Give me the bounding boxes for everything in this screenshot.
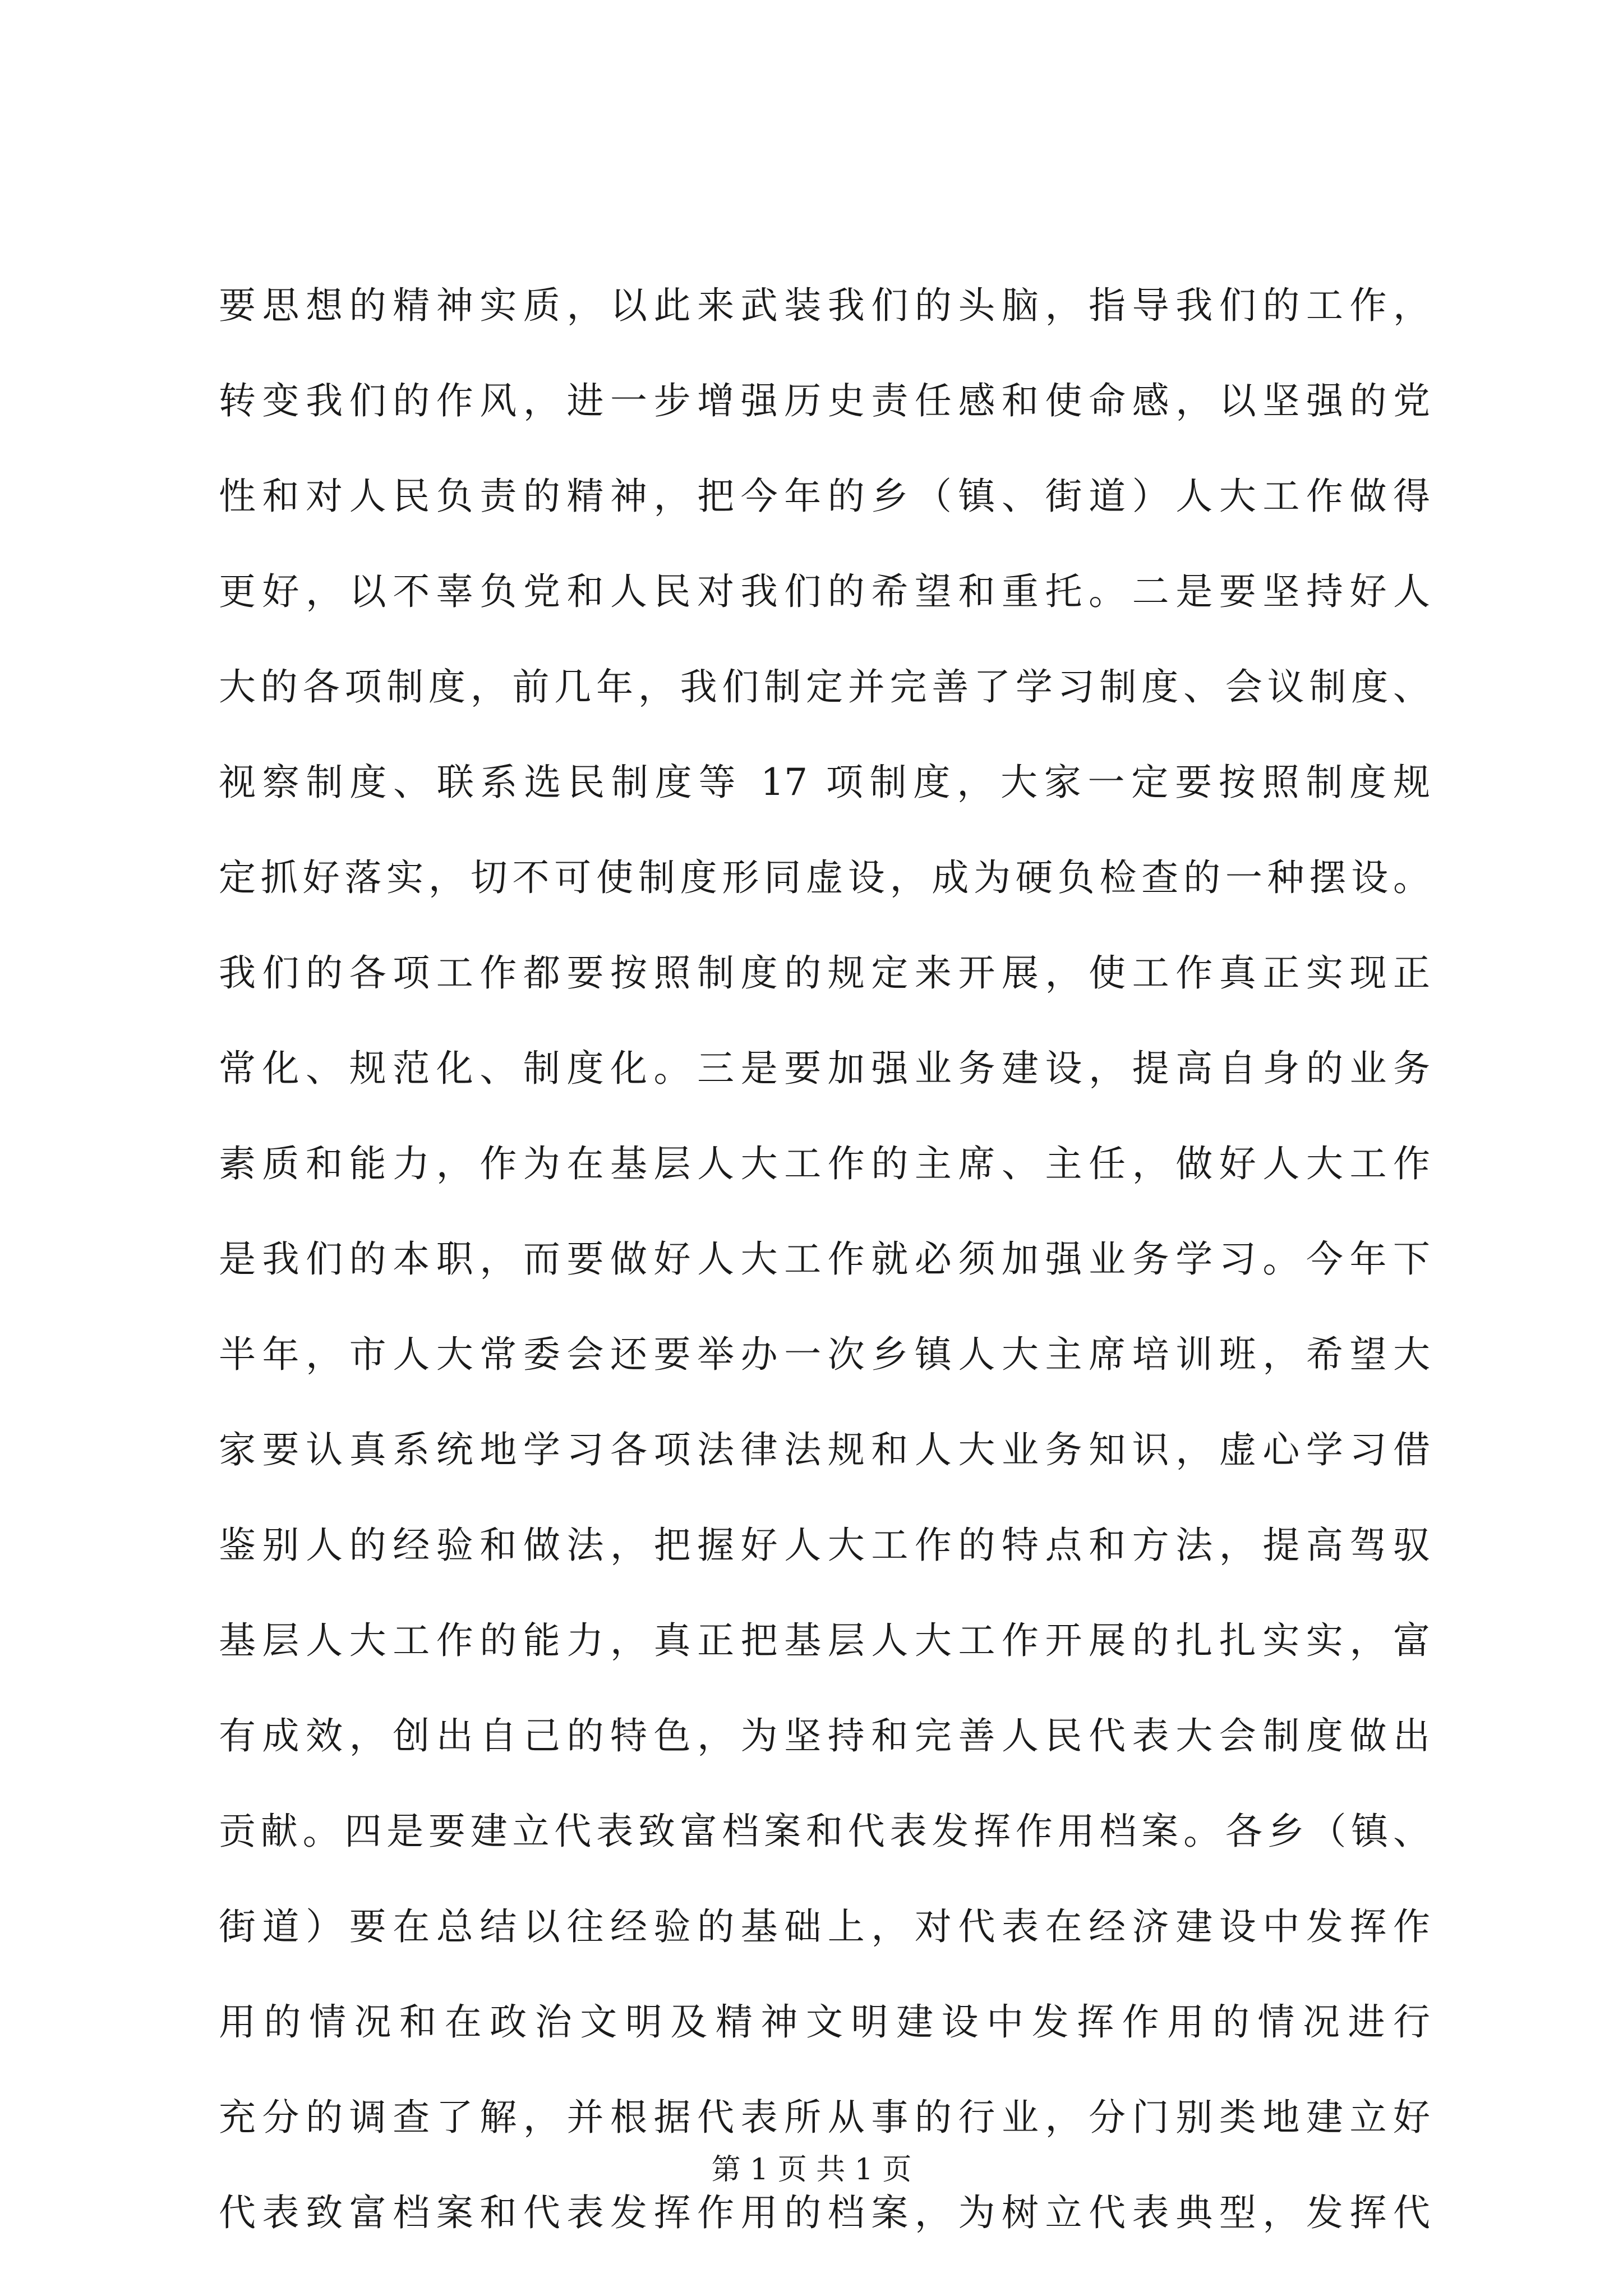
text-line: 更好，以不辜负党和人民对我们的希望和重托。二是要坚持好人 [219, 570, 1430, 613]
text-line: 定抓好落实，切不可使制度形同虚设，成为硬负检查的一种摆设。 [219, 856, 1430, 899]
text-line: 用的情况和在政治文明及精神文明建设中发挥作用的情况进行 [219, 2000, 1430, 2044]
text-line: 街道）要在总结以往经验的基础上，对代表在经济建设中发挥作 [219, 1905, 1430, 1948]
text-line: 视察制度、联系选民制度等 17 项制度，大家一定要按照制度规 [219, 761, 1430, 804]
text-line: 是我们的本职，而要做好人大工作就必须加强业务学习。今年下 [219, 1237, 1430, 1281]
body-text [219, 258, 1430, 2261]
text-line: 充分的调查了解，并根据代表所从事的行业，分门别类地建立好 [219, 2096, 1430, 2139]
text-line: 要思想的精神实质，以此来武装我们的头脑，指导我们的工作， [219, 284, 1430, 327]
text-line: 家要认真系统地学习各项法律法规和人大业务知识，虚心学习借 [219, 1428, 1430, 1471]
text-line: 有成效，创出自己的特色，为坚持和完善人民代表大会制度做出 [219, 1714, 1430, 1757]
text-line: 代表致富档案和代表发挥作用的档案，为树立代表典型，发挥代 [219, 2191, 1430, 2234]
text-line: 常化、规范化、制度化。三是要加强业务建设，提高自身的业务 [219, 1047, 1430, 1090]
page-footer: 第 1 页 共 1 页 [711, 2153, 912, 2187]
text-line: 贡献。四是要建立代表致富档案和代表发挥作用档案。各乡（镇、 [219, 1810, 1430, 1853]
text-line: 素质和能力，作为在基层人大工作的主席、主任，做好人大工作 [219, 1142, 1430, 1185]
text-line: 我们的各项工作都要按照制度的规定来开展，使工作真正实现正 [219, 951, 1430, 995]
text-line: 基层人大工作的能力，真正把基层人大工作开展的扎扎实实，富 [219, 1619, 1430, 1662]
text-line: 半年，市人大常委会还要举办一次乡镇人大主席培训班，希望大 [219, 1333, 1430, 1376]
text-line: 大的各项制度，前几年，我们制定并完善了学习制度、会议制度、 [219, 665, 1430, 708]
text-line: 转变我们的作风，进一步增强历史责任感和使命感，以坚强的党 [219, 379, 1430, 422]
text-line: 鉴别人的经验和做法，把握好人大工作的特点和方法，提高驾驭 [219, 1524, 1430, 1567]
text-line: 性和对人民负责的精神，把今年的乡（镇、街道）人大工作做得 [219, 475, 1430, 518]
